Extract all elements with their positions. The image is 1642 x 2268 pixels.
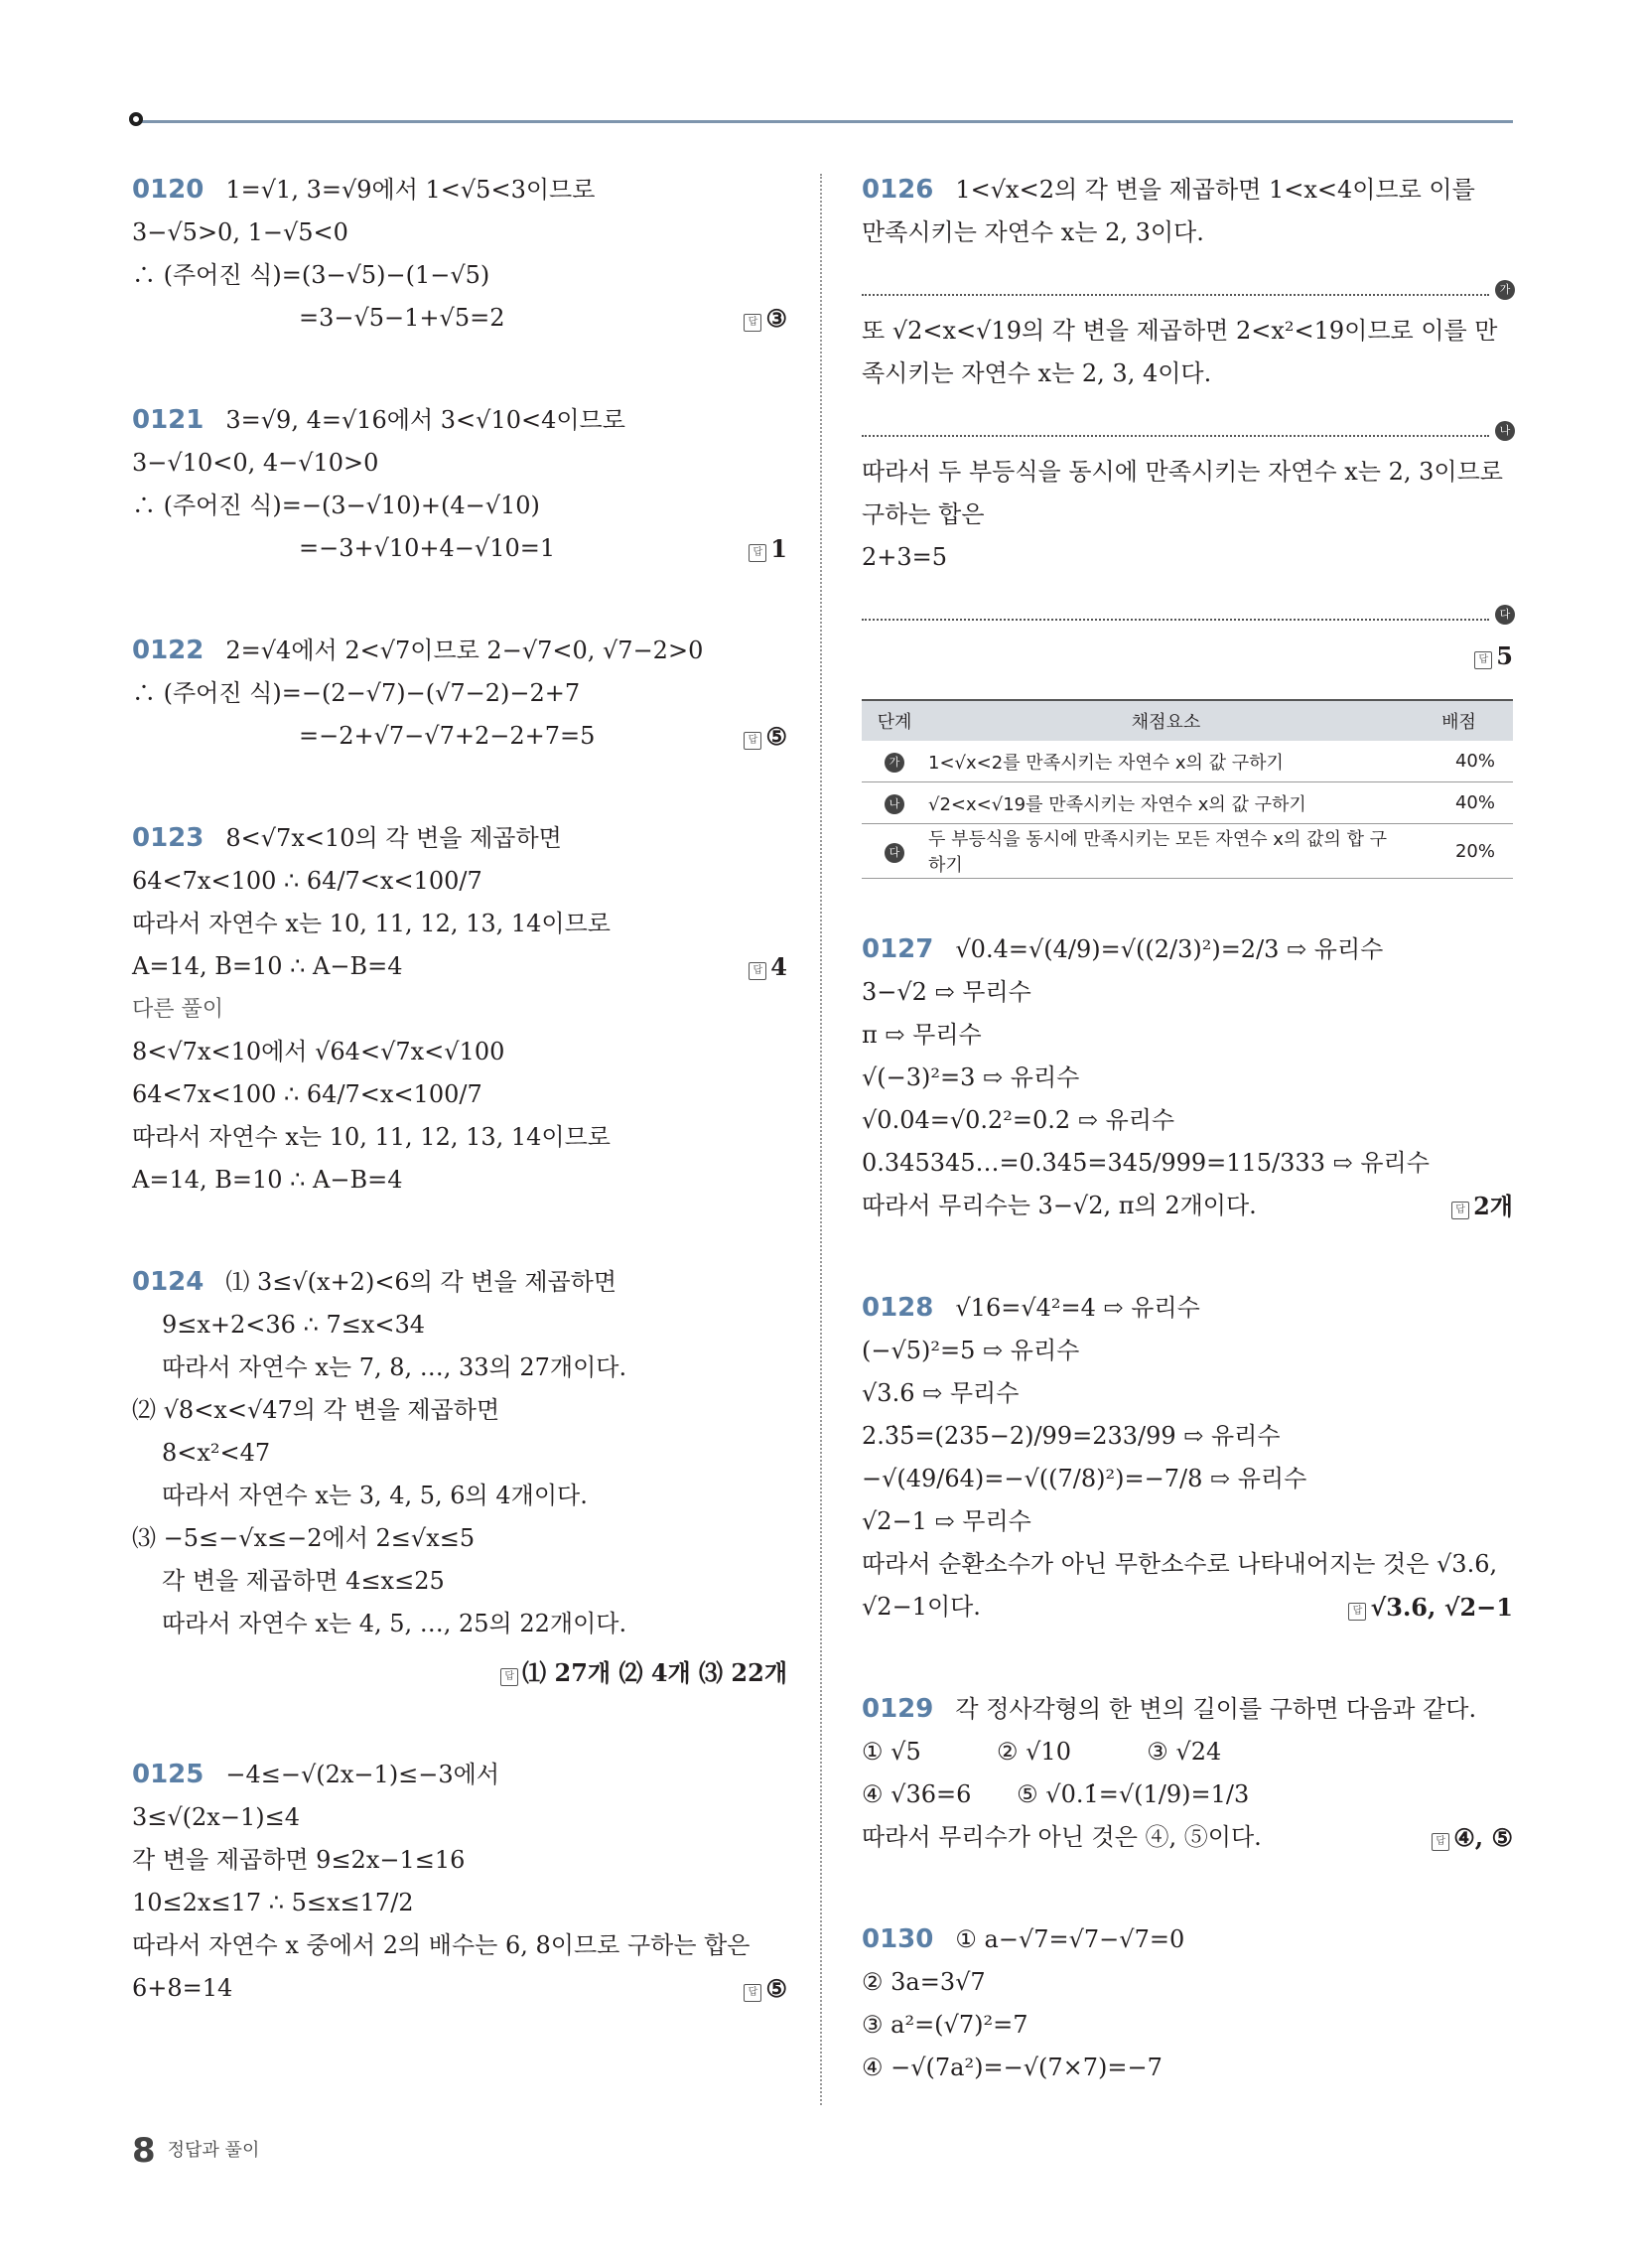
problem-0127: 0127 √0.4̇=√(4/9)=√((2/3)²)=2/3 ⇨ 유리수 3−√2 ⇨ 무리수 π ⇨ 무리수 √(−3)²=3 ⇨ 유리수 √0.04=√0.2²=0.2 ⇨ 유리수 0.345345…=0.3̇45̇=345/999=115/333 ⇨ 유리수 따라서 무리수는 3−√2, π의 2개이다. 답 2개 [862, 928, 1513, 1227]
header-dot [129, 112, 143, 126]
step-badge: 나 [1495, 421, 1515, 441]
answer-icon: 답 [744, 1984, 761, 2002]
step-badge: 다 [1495, 605, 1515, 625]
answer-icon: 답 [1432, 1833, 1449, 1851]
problem-number: 0125 [132, 1760, 205, 1789]
answer: 답 ⑤ [744, 1967, 787, 2010]
problem-0125: 0125 −4≤−√(2x−1)≤−3에서 3≤√(2x−1)≤4 각 변을 제곱하면 9≤2x−1≤16 10≤2x≤17 ∴ 5≤x≤17/2 따라서 자연수 x 중에서 2의 배수는 6, 8이므로 구하는 합은 6+8=14 답 ⑤ [132, 1754, 787, 2010]
problem-0123: 0123 8<√7x<10의 각 변을 제곱하면 64<7x<100 ∴ 64/7<x<100/7 따라서 자연수 x는 10, 11, 12, 13, 14이므로 A=14, B=10 ∴ A−B=4 답 4 다른 풀이 8<√7x<10에서 √64<√7x<√100 64<7x<100 ∴ 64/7<x<100/7 따라서 자연수 x는 10, 11, 12, 13, 14이므로 A=14, B=10 ∴ A−B=4 [132, 823, 787, 1194]
problem-0130: 0130 ① a−√7=√7−√7=0 ② 3a=3√7 ③ a²=(√7)²=7 ④ −√(7a²)=−√(7×7)=−7 [862, 1924, 1185, 2081]
answer-icon: 답 [500, 1668, 518, 1686]
answer-icon: 답 [1451, 1202, 1469, 1219]
problem-number: 0128 [862, 1293, 934, 1323]
step-badge: 나 [885, 794, 904, 814]
answer-icon: 답 [744, 732, 761, 750]
problem-number: 0123 [132, 823, 205, 853]
right-column [862, 169, 1513, 2149]
footer-label: 정답과 풀이 [167, 2140, 260, 2161]
page-footer [132, 2131, 259, 2171]
step-divider [862, 260, 1511, 296]
problem-0120: 0120 1=√1, 3=√9에서 1<√5<3이므로 3−√5>0, 1−√5<0 ∴ (주어진 식)=(3−√5)−(1−√5) =3−√5−1+√5=2 답 ③ [132, 169, 787, 340]
grading-table: 단계 채점요소 배점 가 1<√x<2를 만족시키는 자연수 x의 값 구하기 40% 나 √2<x<√19를 만족시키는 자연수 x의 값 구하기 40% 다 두 부등식을 동시에 만족시키는 모든 자연수 x의 값의 합 구하기 20% [862, 699, 1513, 879]
answer: 답 1 [749, 527, 787, 570]
header-rule [139, 120, 1513, 123]
step-badge: 가 [1495, 280, 1515, 300]
answer: 답 5 [862, 635, 1513, 677]
answer: 답 ③ [744, 297, 787, 340]
step-badge: 다 [885, 843, 904, 863]
problem-0122: 0122 2=√4에서 2<√7이므로 2−√7<0, √7−2>0 ∴ (주어진 식)=−(2−√7)−(√7−2)−2+7 =−2+√7−√7+2−2+7=5 답 ⑤ [132, 630, 787, 758]
column-divider [820, 174, 822, 2105]
answer: 답 2개 [1451, 1185, 1513, 1227]
step-divider [862, 401, 1511, 437]
answer-icon: 답 [1348, 1603, 1366, 1621]
answer: 답 ④, ⑤ [1432, 1816, 1513, 1859]
problem-number: 0124 [132, 1267, 205, 1297]
problem-number: 0130 [862, 1924, 934, 1954]
alt-solution-label: 다른 풀이 [132, 997, 224, 1022]
table-row: 다 두 부등식을 동시에 만족시키는 모든 자연수 x의 값의 합 구하기 20% [862, 824, 1513, 879]
table-row: 가 1<√x<2를 만족시키는 자연수 x의 값 구하기 40% [862, 741, 1513, 782]
answer-icon: 답 [744, 314, 761, 332]
problem-number: 0127 [862, 934, 934, 964]
problem-number: 0120 [132, 175, 205, 205]
page-number: 8 [132, 2131, 156, 2171]
step-divider [862, 585, 1511, 621]
problem-number: 0121 [132, 405, 205, 435]
problem-number: 0122 [132, 636, 205, 665]
problem-0126: 0126 1<√x<2의 각 변을 제곱하면 1<x<4이므로 이를 만족시키는 자연수 x는 2, 3이다. 가 또 √2<x<√19의 각 변을 제곱하면 2<x²<19이므로 이를 만 족시키는 자연수 x는 2, 3, 4이다. 나 따라서 두 부등식을 동시에 만족시키는 자연수 x는 2, 3이므로 구하는 합은 2+3=5 다 답 5 단계 채점요소 배점 가 1<√x<2를 만족시키는 자연수 x의 값 구하기 40% 나 √2<x<√19를 만족시키는 자연수 x의 값 구하기 40% 다 두 부등식을 동시에 만족시키는 모든 자연수 x의 값의 합 구하기 20% [862, 169, 1513, 879]
answer: 답 ⑤ [744, 715, 787, 758]
answer: 답 4 [749, 945, 787, 988]
problem-0121: 0121 3=√9, 4=√16에서 3<√10<4이므로 3−√10<0, 4−√10>0 ∴ (주어진 식)=−(3−√10)+(4−√10) =−3+√10+4−√10=1 답 1 [132, 399, 787, 570]
table-row: 나 √2<x<√19를 만족시키는 자연수 x의 값 구하기 40% [862, 782, 1513, 824]
step-badge: 가 [885, 753, 904, 773]
problem-0124: 0124 ⑴ 3≤√(x+2)<6의 각 변을 제곱하면 9≤x+2<36 ∴ 7≤x<34 따라서 자연수 x는 7, 8, …, 33의 27개이다. ⑵ √8<x<√47의 각 변을 제곱하면 8<x²<47 따라서 자연수 x는 3, 4, 5, 6의 4개이다. ⑶ −5≤−√x≤−2에서 2≤√x≤5 각 변을 제곱하면 4≤x≤25 따라서 자연수 x는 4, 5, …, 25의 22개이다. 답 ⑴ 27개 ⑵ 4개 ⑶ 22개 [132, 1261, 787, 1694]
answer: 답 ⑴ 27개 ⑵ 4개 ⑶ 22개 [132, 1651, 787, 1694]
problem-number: 0126 [862, 175, 934, 205]
answer-icon: 답 [749, 962, 766, 980]
answer-icon: 답 [1474, 651, 1492, 669]
left-column [132, 169, 787, 2069]
problem-number: 0129 [862, 1694, 934, 1724]
problem-0129: 0129 각 정사각형의 한 변의 길이를 구하면 다음과 같다. ① √5 ② √10 ③ √24 ④ √36=6 ⑤ √0.1̇=√(1/9)=1/3 따라서 무리수가 아닌 것은 ④, ⑤이다. 답 ④, ⑤ [862, 1688, 1513, 1859]
answer-icon: 답 [749, 544, 766, 562]
problem-0128: 0128 √16=√4²=4 ⇨ 유리수 (−√5)²=5 ⇨ 유리수 √3.6 ⇨ 무리수 2.3̇5̇=(235−2)/99=233/99 ⇨ 유리수 −√(49/64)=−√((7/8)²)=−7/8 ⇨ 유리수 √2−1 ⇨ 무리수 따라서 순환소수가 아닌 무한소수로 나타내어지는 것은 √3.6, √2−1이다. 답 √3.6, √2−1 [862, 1287, 1513, 1629]
answer: 답 √3.6, √2−1 [1348, 1586, 1513, 1629]
